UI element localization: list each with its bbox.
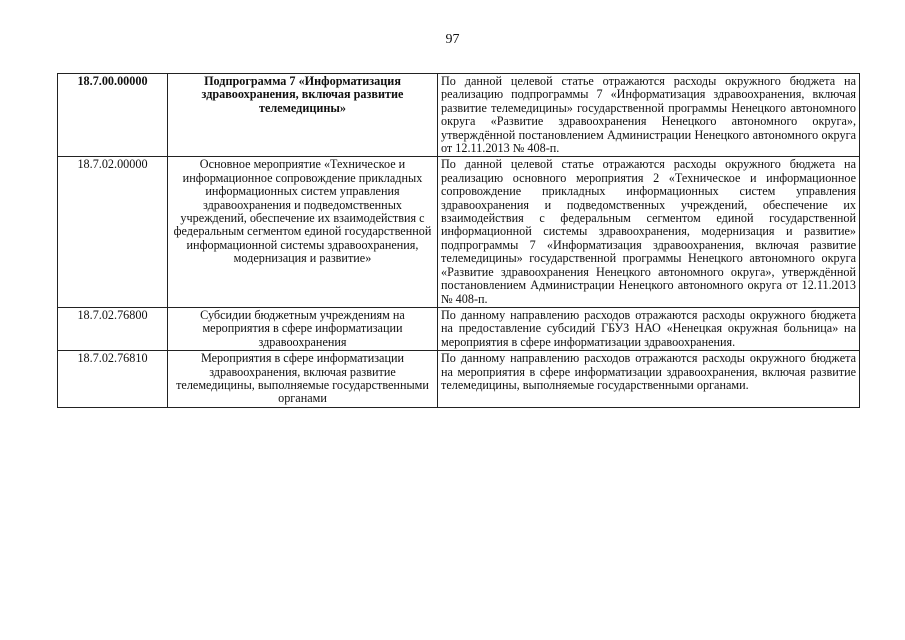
- budget-classification-table: [57, 73, 860, 408]
- table-row: [58, 307, 860, 350]
- target-description-cell: По данной целевой статье отражаются расходы окружного бюджета на реализацию основного мероприятия 2 «Техническое и информационное сопровождение прикладных информационных систем управления здравоохранения и подведомственных учреждений, обеспечение их взаимодействия с федеральным сегментом единой государственной информационной системы здравоохранения, модернизация и развитие» подпрограммы 7 «Информатизация здравоохранения, включая развитие телемедицины» государственной программы Ненецкого автономного округа «Развитие здравоохранения Ненецкого автономного округа», утверждённой постановлением Администрации Ненецкого автономного округа от 12.11.2013 № 408-п.: [438, 157, 860, 307]
- page-number: 97: [445, 32, 460, 47]
- target-code-cell: 18.7.02.76800: [58, 307, 168, 350]
- target-description-cell: По данному направлению расходов отражаются расходы окружного бюджета на предоставление субсидий ГБУЗ НАО «Ненецкая окружная больница» на мероприятия в сфере информатизации здравоохранения.: [438, 307, 860, 350]
- table-row: [58, 351, 860, 408]
- target-code-cell: 18.7.02.76810: [58, 351, 168, 408]
- target-code-cell: 18.7.02.00000: [58, 157, 168, 307]
- target-name-cell: Основное мероприятие «Техническое и информационное сопровождение прикладных информационных систем управления здравоохранения и подведомственных учреждений, обеспечение их взаимодействия с федеральным сегментом единой государственной информационной системы здравоохранения, модернизация и развитие»: [168, 157, 438, 307]
- target-name-cell: Мероприятия в сфере информатизации здравоохранения, включая развитие телемедицины, выполняемые государственными органами: [168, 351, 438, 408]
- target-name-cell: Субсидии бюджетным учреждениям на мероприятия в сфере информатизации здравоохранения: [168, 307, 438, 350]
- target-description-cell: По данной целевой статье отражаются расходы окружного бюджета на реализацию подпрограммы 7 «Информатизация здравоохранения, включая развитие телемедицины» государственной программы Ненецкого автономного округа «Развитие здравоохранения Ненецкого автономного округа», утверждённой постановлением Администрации Ненецкого автономного округа от 12.11.2013 № 408-п.: [438, 74, 860, 157]
- target-description-cell: По данному направлению расходов отражаются расходы окружного бюджета на мероприятия в сфере информатизации здравоохранения, включая развитие телемедицины, выполняемые государственными органами.: [438, 351, 860, 408]
- table-row: [58, 74, 860, 157]
- target-code-cell: 18.7.00.00000: [58, 74, 168, 157]
- target-name-cell: Подпрограмма 7 «Информатизация здравоохранения, включая развитие телемедицины»: [168, 74, 438, 157]
- table-row: [58, 157, 860, 307]
